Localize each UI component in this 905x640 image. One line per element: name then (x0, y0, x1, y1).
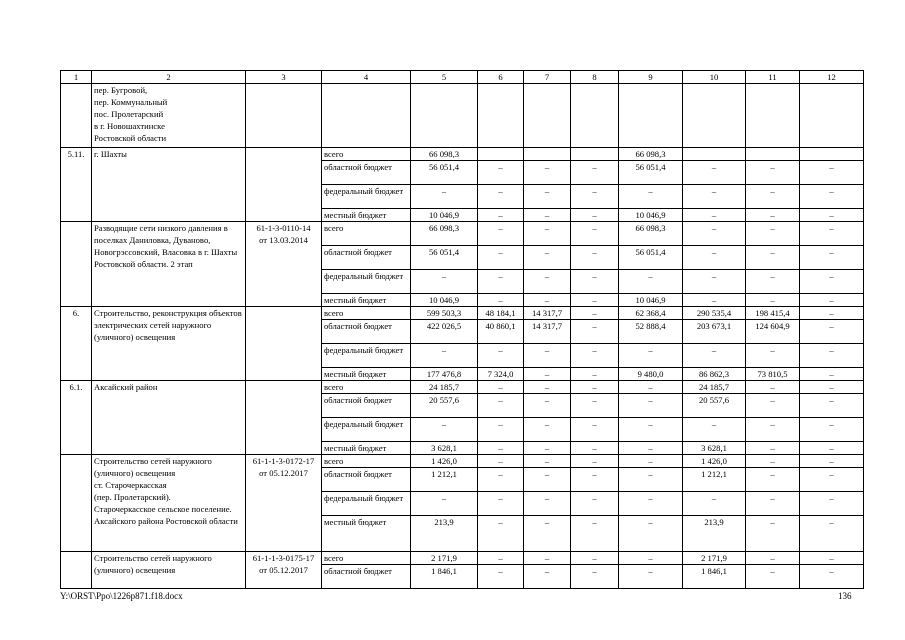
table-cell: – (800, 492, 864, 516)
table-cell: Строительство сетей наружного (уличного) освещения ст. Старочеркасская (пер. Пролетарский). Старочеркасское сельское поселение. Аксайского района Ростовской области (92, 455, 246, 552)
table-cell: – (683, 294, 746, 307)
table-cell: федеральный бюджет (322, 492, 411, 516)
table-cell: – (800, 381, 864, 394)
table-cell: 10 046,9 (619, 294, 683, 307)
table-cell: 66 098,3 (619, 148, 683, 161)
table-cell: – (746, 516, 800, 552)
table-cell: 1 426,0 (683, 455, 746, 468)
table-cell: – (619, 492, 683, 516)
table-cell (246, 381, 322, 455)
table-cell: – (800, 185, 864, 209)
table-cell: местный бюджет (322, 516, 411, 552)
table-cell: – (524, 344, 571, 368)
table-cell: 1 212,1 (683, 468, 746, 492)
table-cell: – (524, 368, 571, 381)
column-number-cell: 7 (524, 71, 571, 84)
table-cell: всего (322, 455, 411, 468)
table-cell: 14 317,7 (524, 320, 571, 344)
table-cell: 213,9 (683, 516, 746, 552)
table-cell: – (683, 161, 746, 185)
table-cell: – (524, 455, 571, 468)
table-cell: – (524, 552, 571, 565)
table-cell: 1 426,0 (411, 455, 478, 468)
table-cell: местный бюджет (322, 368, 411, 381)
document-sheet (60, 70, 864, 589)
table-cell: – (524, 394, 571, 418)
table-cell (411, 84, 478, 148)
table-cell: всего (322, 148, 411, 161)
budget-table (60, 70, 864, 589)
table-cell: – (746, 418, 800, 442)
table-cell: – (478, 270, 524, 294)
table-cell: – (746, 468, 800, 492)
table-cell: федеральный бюджет (322, 185, 411, 209)
table-cell: – (478, 209, 524, 222)
table-cell: – (619, 565, 683, 589)
table-cell: 198 415,4 (746, 307, 800, 320)
table-cell: – (524, 516, 571, 552)
table-cell: – (478, 565, 524, 589)
table-cell: областной бюджет (322, 394, 411, 418)
table-cell: – (411, 344, 478, 368)
table-cell: – (524, 381, 571, 394)
table-cell: 1 846,1 (683, 565, 746, 589)
table-cell: 20 557,6 (683, 394, 746, 418)
table-row (61, 455, 864, 468)
table-cell: – (619, 442, 683, 455)
table-cell: 24 185,7 (411, 381, 478, 394)
table-cell (478, 148, 524, 161)
table-cell: – (800, 320, 864, 344)
column-number-cell: 6 (478, 71, 524, 84)
table-cell: – (619, 418, 683, 442)
column-number-cell: 2 (92, 71, 246, 84)
table-cell: – (800, 161, 864, 185)
table-cell: федеральный бюджет (322, 418, 411, 442)
table-cell: – (746, 344, 800, 368)
column-number-cell: 3 (246, 71, 322, 84)
table-cell: – (619, 455, 683, 468)
table-cell: – (571, 307, 619, 320)
table-cell: – (746, 161, 800, 185)
table-cell: – (478, 468, 524, 492)
table-cell: – (800, 222, 864, 246)
table-cell: – (524, 565, 571, 589)
table-cell: – (478, 455, 524, 468)
page-number: 136 (838, 591, 852, 601)
table-cell: 124 604,9 (746, 320, 800, 344)
table-cell: – (746, 552, 800, 565)
table-cell: – (746, 394, 800, 418)
table-cell: – (524, 185, 571, 209)
table-cell: 203 673,1 (683, 320, 746, 344)
table-cell: – (571, 492, 619, 516)
table-cell: – (683, 270, 746, 294)
table-cell: – (800, 394, 864, 418)
table-row (61, 84, 864, 148)
table-cell: 62 368,4 (619, 307, 683, 320)
table-row (61, 381, 864, 394)
table-cell: – (524, 222, 571, 246)
table-cell: всего (322, 381, 411, 394)
table-cell: 66 098,3 (411, 148, 478, 161)
table-cell: – (478, 418, 524, 442)
table-cell: – (571, 516, 619, 552)
table-cell (524, 84, 571, 148)
table-cell: 52 888,4 (619, 320, 683, 344)
column-number-cell: 12 (800, 71, 864, 84)
table-cell: 2 171,9 (411, 552, 478, 565)
table-cell: – (411, 492, 478, 516)
table-cell (322, 84, 411, 148)
table-cell: 3 628,1 (411, 442, 478, 455)
table-cell: – (478, 492, 524, 516)
table-cell (246, 84, 322, 148)
table-cell: – (411, 185, 478, 209)
table-cell: – (571, 468, 619, 492)
table-cell (683, 84, 746, 148)
table-cell: – (619, 552, 683, 565)
table-cell: – (800, 270, 864, 294)
table-cell: – (746, 294, 800, 307)
table-cell (246, 307, 322, 381)
table-cell: – (478, 344, 524, 368)
column-number-cell: 5 (411, 71, 478, 84)
table-cell: 56 051,4 (411, 161, 478, 185)
column-number-cell: 9 (619, 71, 683, 84)
table-cell: местный бюджет (322, 442, 411, 455)
table-cell: 422 026,5 (411, 320, 478, 344)
table-cell: – (800, 344, 864, 368)
table-cell: областной бюджет (322, 246, 411, 270)
table-cell: 56 051,4 (619, 246, 683, 270)
table-cell: – (619, 468, 683, 492)
table-cell: 61-1-3-0110-14 от 13.03.2014 (246, 222, 322, 307)
table-cell: – (800, 307, 864, 320)
table-cell: местный бюджет (322, 294, 411, 307)
table-cell: – (571, 368, 619, 381)
table-cell: – (478, 516, 524, 552)
table-cell: 6.1. (61, 381, 92, 455)
table-cell: – (683, 492, 746, 516)
table-cell: – (800, 565, 864, 589)
table-cell: – (411, 418, 478, 442)
table-cell: – (746, 492, 800, 516)
table-cell (571, 84, 619, 148)
table-cell (800, 84, 864, 148)
table-cell (61, 455, 92, 552)
table-cell: 56 051,4 (411, 246, 478, 270)
table-cell: – (571, 381, 619, 394)
table-cell (246, 148, 322, 222)
table-cell: 24 185,7 (683, 381, 746, 394)
table-cell: местный бюджет (322, 209, 411, 222)
table-cell: 10 046,9 (411, 294, 478, 307)
table-cell: – (619, 185, 683, 209)
table-cell: 2 171,9 (683, 552, 746, 565)
table-cell: 3 628,1 (683, 442, 746, 455)
table-cell: федеральный бюджет (322, 270, 411, 294)
table-cell: областной бюджет (322, 320, 411, 344)
table-cell (61, 84, 92, 148)
table-cell: 10 046,9 (619, 209, 683, 222)
table-cell: – (571, 442, 619, 455)
table-cell: – (571, 294, 619, 307)
table-cell: всего (322, 222, 411, 246)
table-cell: – (619, 344, 683, 368)
table-cell: Строительство, реконструкция объектов электрических сетей наружного (уличного) освещения (92, 307, 246, 381)
table-cell: 6. (61, 307, 92, 381)
column-number-cell: 1 (61, 71, 92, 84)
table-cell: – (571, 565, 619, 589)
table-cell: – (478, 294, 524, 307)
table-cell: 20 557,6 (411, 394, 478, 418)
table-cell: – (746, 185, 800, 209)
table-row (61, 222, 864, 246)
table-cell: 213,9 (411, 516, 478, 552)
table-cell: – (683, 185, 746, 209)
table-cell: г. Шахты (92, 148, 246, 222)
table-cell: Разводящие сети низкого давления в поселках Даниловка, Дувановo, Новогрэссовский, Власовка в г. Шахты Ростовской области. 2 этап (92, 222, 246, 307)
table-cell: – (524, 270, 571, 294)
table-cell: – (571, 161, 619, 185)
column-number-cell: 8 (571, 71, 619, 84)
table-cell (61, 552, 92, 589)
table-cell: 61-1-1-3-0172-17 от 05.12.2017 (246, 455, 322, 552)
table-cell: 599 503,3 (411, 307, 478, 320)
table-cell: областной бюджет (322, 565, 411, 589)
table-cell: – (524, 161, 571, 185)
table-cell: 10 046,9 (411, 209, 478, 222)
table-cell: всего (322, 552, 411, 565)
table-cell: – (800, 209, 864, 222)
table-cell: – (478, 442, 524, 455)
table-cell: – (800, 418, 864, 442)
table-cell: областной бюджет (322, 161, 411, 185)
table-cell: – (683, 209, 746, 222)
table-cell (746, 84, 800, 148)
table-cell: – (619, 381, 683, 394)
table-cell (619, 84, 683, 148)
table-cell: – (571, 455, 619, 468)
table-cell: Строительство сетей наружного (уличного) освещения (92, 552, 246, 589)
table-cell: – (524, 492, 571, 516)
table-row (61, 552, 864, 565)
table-cell: – (571, 246, 619, 270)
table-cell: – (571, 185, 619, 209)
table-cell: – (478, 185, 524, 209)
table-cell: – (746, 381, 800, 394)
table-cell: – (800, 246, 864, 270)
table-cell: – (746, 209, 800, 222)
table-cell: 7 324,0 (478, 368, 524, 381)
table-cell (746, 148, 800, 161)
table-cell: – (619, 270, 683, 294)
table-cell: всего (322, 307, 411, 320)
table-cell: – (571, 320, 619, 344)
table-cell: – (571, 222, 619, 246)
table-cell: 1 846,1 (411, 565, 478, 589)
table-cell: – (746, 565, 800, 589)
table-cell: 1 212,1 (411, 468, 478, 492)
column-number-row (61, 71, 864, 84)
table-cell: – (800, 468, 864, 492)
table-cell: федеральный бюджет (322, 344, 411, 368)
table-cell: 66 098,3 (619, 222, 683, 246)
table-cell: – (746, 455, 800, 468)
table-cell: 290 535,4 (683, 307, 746, 320)
table-cell: – (478, 552, 524, 565)
table-cell: – (746, 270, 800, 294)
table-cell: 40 860,1 (478, 320, 524, 344)
table-cell: – (619, 516, 683, 552)
table-cell (571, 148, 619, 161)
table-cell: – (571, 209, 619, 222)
table-cell: 14 317,7 (524, 307, 571, 320)
table-cell: – (800, 552, 864, 565)
table-cell: – (524, 294, 571, 307)
table-cell: – (746, 442, 800, 455)
table-cell: 9 480,0 (619, 368, 683, 381)
table-cell: – (524, 246, 571, 270)
table-cell: – (746, 246, 800, 270)
column-number-cell: 10 (683, 71, 746, 84)
table-cell: – (411, 270, 478, 294)
table-cell: – (571, 418, 619, 442)
table-cell: – (478, 222, 524, 246)
table-cell (61, 222, 92, 307)
table-cell: – (619, 394, 683, 418)
table-cell: – (524, 468, 571, 492)
table-cell: – (683, 344, 746, 368)
table-cell: 61-1-1-3-0175-17 от 05.12.2017 (246, 552, 322, 589)
column-number-cell: 11 (746, 71, 800, 84)
table-row (61, 148, 864, 161)
table-cell: 56 051,4 (619, 161, 683, 185)
table-cell: – (683, 222, 746, 246)
table-cell: 66 098,3 (411, 222, 478, 246)
table-cell: Аксайский район (92, 381, 246, 455)
table-cell: – (524, 442, 571, 455)
table-cell: – (478, 161, 524, 185)
table-cell: – (524, 209, 571, 222)
table-cell: – (524, 418, 571, 442)
table-cell: – (683, 246, 746, 270)
column-number-cell: 4 (322, 71, 411, 84)
table-cell: 5.11. (61, 148, 92, 222)
table-cell: 177 476,8 (411, 368, 478, 381)
table-cell: – (571, 394, 619, 418)
table-cell: – (683, 418, 746, 442)
table-cell: – (800, 455, 864, 468)
table-cell: – (478, 394, 524, 418)
table-cell (683, 148, 746, 161)
table-cell: областной бюджет (322, 468, 411, 492)
table-cell: – (800, 368, 864, 381)
table-body (61, 84, 864, 589)
table-cell: – (800, 442, 864, 455)
table-cell: – (746, 222, 800, 246)
table-cell: 73 810,5 (746, 368, 800, 381)
table-cell: 86 862,3 (683, 368, 746, 381)
table-cell: пер. Бугровой, пер. Коммунальный пос. Пролетарский в г. Новошахтинске Ростовской области (92, 84, 246, 148)
table-cell (800, 148, 864, 161)
table-cell: – (571, 270, 619, 294)
table-cell: – (478, 381, 524, 394)
table-cell: – (800, 294, 864, 307)
file-path: Y:\ORST\Ppo\1226p871.f18.docx (60, 591, 183, 601)
table-cell: – (800, 516, 864, 552)
table-cell: – (478, 246, 524, 270)
table-cell (478, 84, 524, 148)
table-cell: – (571, 552, 619, 565)
table-row (61, 307, 864, 320)
table-cell: – (571, 344, 619, 368)
table-cell: 48 184,1 (478, 307, 524, 320)
table-cell (524, 148, 571, 161)
